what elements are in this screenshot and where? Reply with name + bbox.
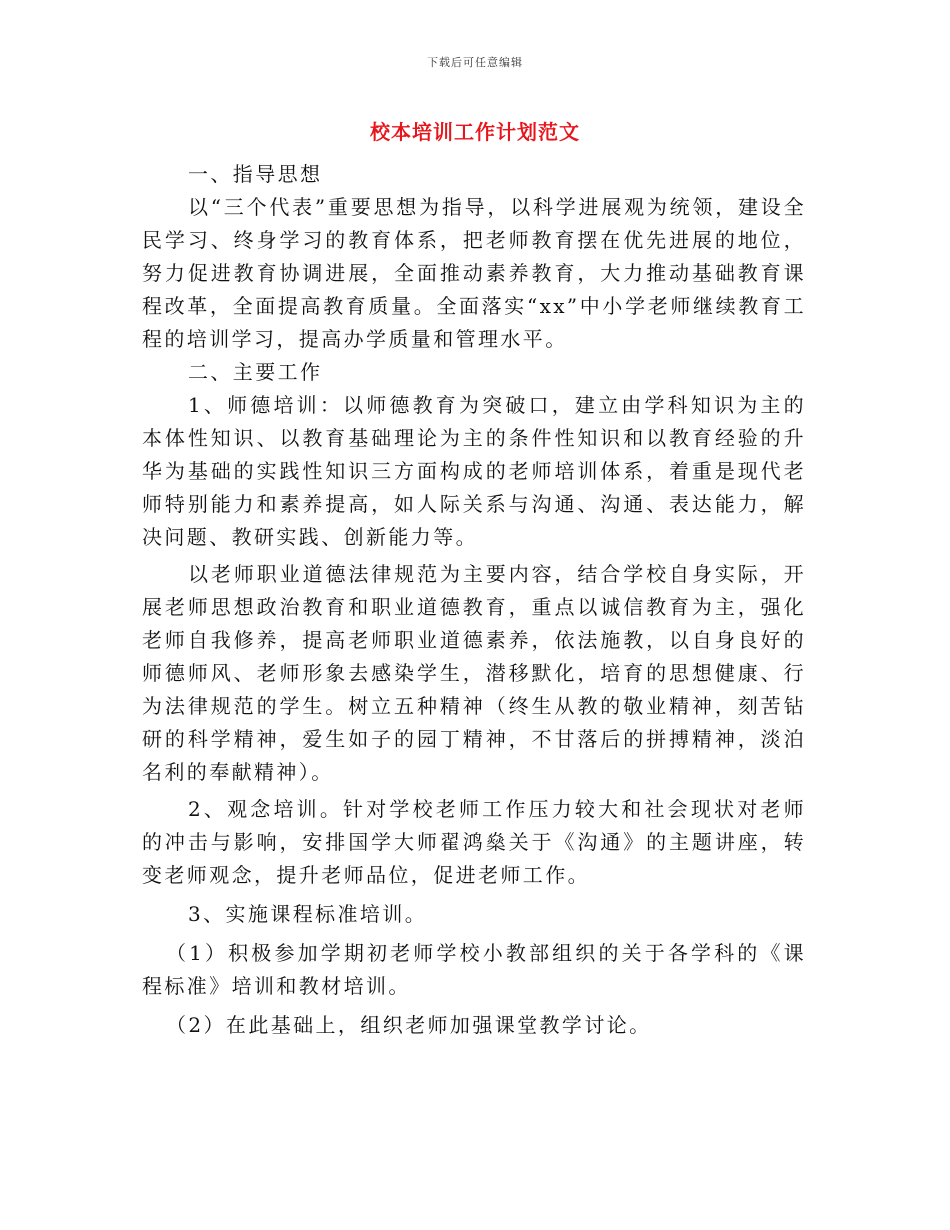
paragraph-item-1: （1）积极参加学期初老师学校小教部组织的关于各学科的《课程标准》培训和教材培训。 bbox=[142, 941, 806, 998]
paragraph-item-2: （2）在此基础上，组织老师加强课堂教学讨论。 bbox=[166, 1013, 652, 1037]
paragraph-curriculum-training: 3、实施课程标准培训。 bbox=[188, 902, 428, 926]
header-note: 下载后可任意编辑 bbox=[427, 56, 523, 69]
document-body bbox=[142, 158, 806, 1042]
paragraph-guiding-ideology: 以“三个代表”重要思想为指导，以科学进展观为统领，建设全民学习、终身学习的教育体系，把老师教育摆在优先进展的地位，努力促进教育协调进展，全面推动素养教育，大力推动基础教育课程改革，全面提高教育质量。全面落实“xx”中小学老师继续教育工程的培训学习，提高办学质量和管理水平。 bbox=[142, 195, 806, 351]
section-heading-main-work: 二、主要工作 bbox=[188, 360, 323, 384]
document-title: 校本培训工作计划范文 bbox=[370, 120, 580, 144]
section-heading-guiding-ideology: 一、指导思想 bbox=[188, 162, 323, 186]
paragraph-concept-training: 2、观念培训。针对学校老师工作压力较大和社会现状对老师的冲击与影响，安排国学大师翟鸿燊关于《沟通》的主题讲座，转变老师观念，提升老师品位，促进老师工作。 bbox=[142, 797, 806, 887]
paragraph-ethics-training: 1、师德培训：以师德教育为突破口，建立由学科知识为主的本体性知识、以教育基础理论为主的条件性知识和以教育经验的升华为基础的实践性知识三方面构成的老师培训体系，着重是现代老师特别能力和素养提高，如人际关系与沟通、沟通、表达能力，解决问题、教研实践、创新能力等。 bbox=[142, 393, 806, 549]
paragraph-professional-ethics: 以老师职业道德法律规范为主要内容，结合学校自身实际，开展老师思想政治教育和职业道德教育，重点以诚信教育为主，强化老师自我修养，提高老师职业道德素养，依法施教，以自身良好的师德师风、老师形象去感染学生，潜移默化，培育的思想健康、行为法律规范的学生。树立五种精神（终生从教的敬业精神，刻苦钻研的科学精神，爱生如子的园丁精神，不甘落后的拼搏精神，淡泊名利的奉献精神）。 bbox=[142, 562, 806, 784]
